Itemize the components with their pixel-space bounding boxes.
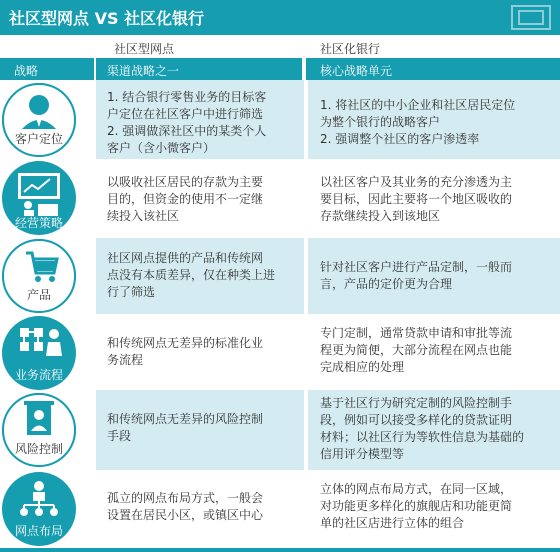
row-left-text: 以吸收社区居民的存款为主要 目的，但资金的使用不一定继 续投入该社区 (107, 175, 264, 223)
row-label: 经营策略 (14, 216, 63, 230)
strategy-left: 渠道战略之一 (107, 64, 180, 78)
page-title: 社区型网点 VS 社区化银行 (9, 9, 205, 28)
customer-icon (2, 83, 76, 157)
logo-icon (511, 5, 551, 30)
row-right-text: 1. 将社区的中小企业和社区居民定位 为整个银行的战略客户 2. 强调整个社区的客户渗透率 (320, 98, 516, 146)
row-right-text: 立体的网点布局方式，在同一区域， 对功能更多样化的旗舰店和功能更简 单的社区店进行立体的组合 (320, 482, 513, 530)
risk-icon (2, 393, 76, 467)
cart-icon (2, 239, 76, 313)
title-bar (0, 0, 560, 35)
strategy-label: 战略 (14, 64, 39, 78)
bottom-rule (0, 548, 560, 552)
row-label: 风险控制 (14, 442, 63, 456)
row-left-text: 和传统网点无差异的标准化业 务流程 (107, 336, 264, 367)
row-label: 产品 (26, 288, 51, 302)
strategy-icon (2, 161, 76, 235)
row-label: 客户定位 (14, 132, 63, 146)
process-icon (2, 316, 76, 390)
column-header-right: 社区化银行 (320, 42, 381, 56)
row-right-text: 基于社区行为研究定制的风险控制手 段，例如可以接受多样化的贷款证明 材料；以社区行为等软性信息为基础的 信用评分模型等 (320, 396, 525, 461)
network-icon (2, 472, 76, 546)
row-right-text: 针对社区客户进行产品定制，一般而 言，产品的定价更为合理 (320, 260, 513, 291)
row-label: 业务流程 (14, 368, 63, 382)
row-left-text: 孤立的网点布局方式，一般会 设置在居民小区，或镇区中心 (107, 491, 264, 522)
column-header-left: 社区型网点 (114, 42, 175, 56)
row-left-text: 社区网点提供的产品和传统网 点没有本质差异，仅在种类上进 行了筛选 (107, 251, 276, 299)
row-left-text: 和传统网点无差异的风险控制 手段 (107, 412, 264, 443)
row-left-text: 1. 结合银行零售业务的目标客 户定位在社区客户中进行筛选 2. 强调做深社区中的某类个人 客户（含小微客户） (107, 90, 267, 155)
row-right-text: 专门定制，通常贷款申请和审批等流 程更为简便，大部分流程在网点也能 完成相应的处理 (320, 326, 513, 374)
strategy-right: 核心战略单元 (320, 64, 393, 78)
row-label: 网点布局 (14, 524, 63, 538)
column-divider (304, 80, 308, 548)
row-right-text: 以社区客户及其业务的充分渗透为主 要目标，因此主要将一个地区吸收的 存款继续投入到该地区 (320, 175, 513, 223)
